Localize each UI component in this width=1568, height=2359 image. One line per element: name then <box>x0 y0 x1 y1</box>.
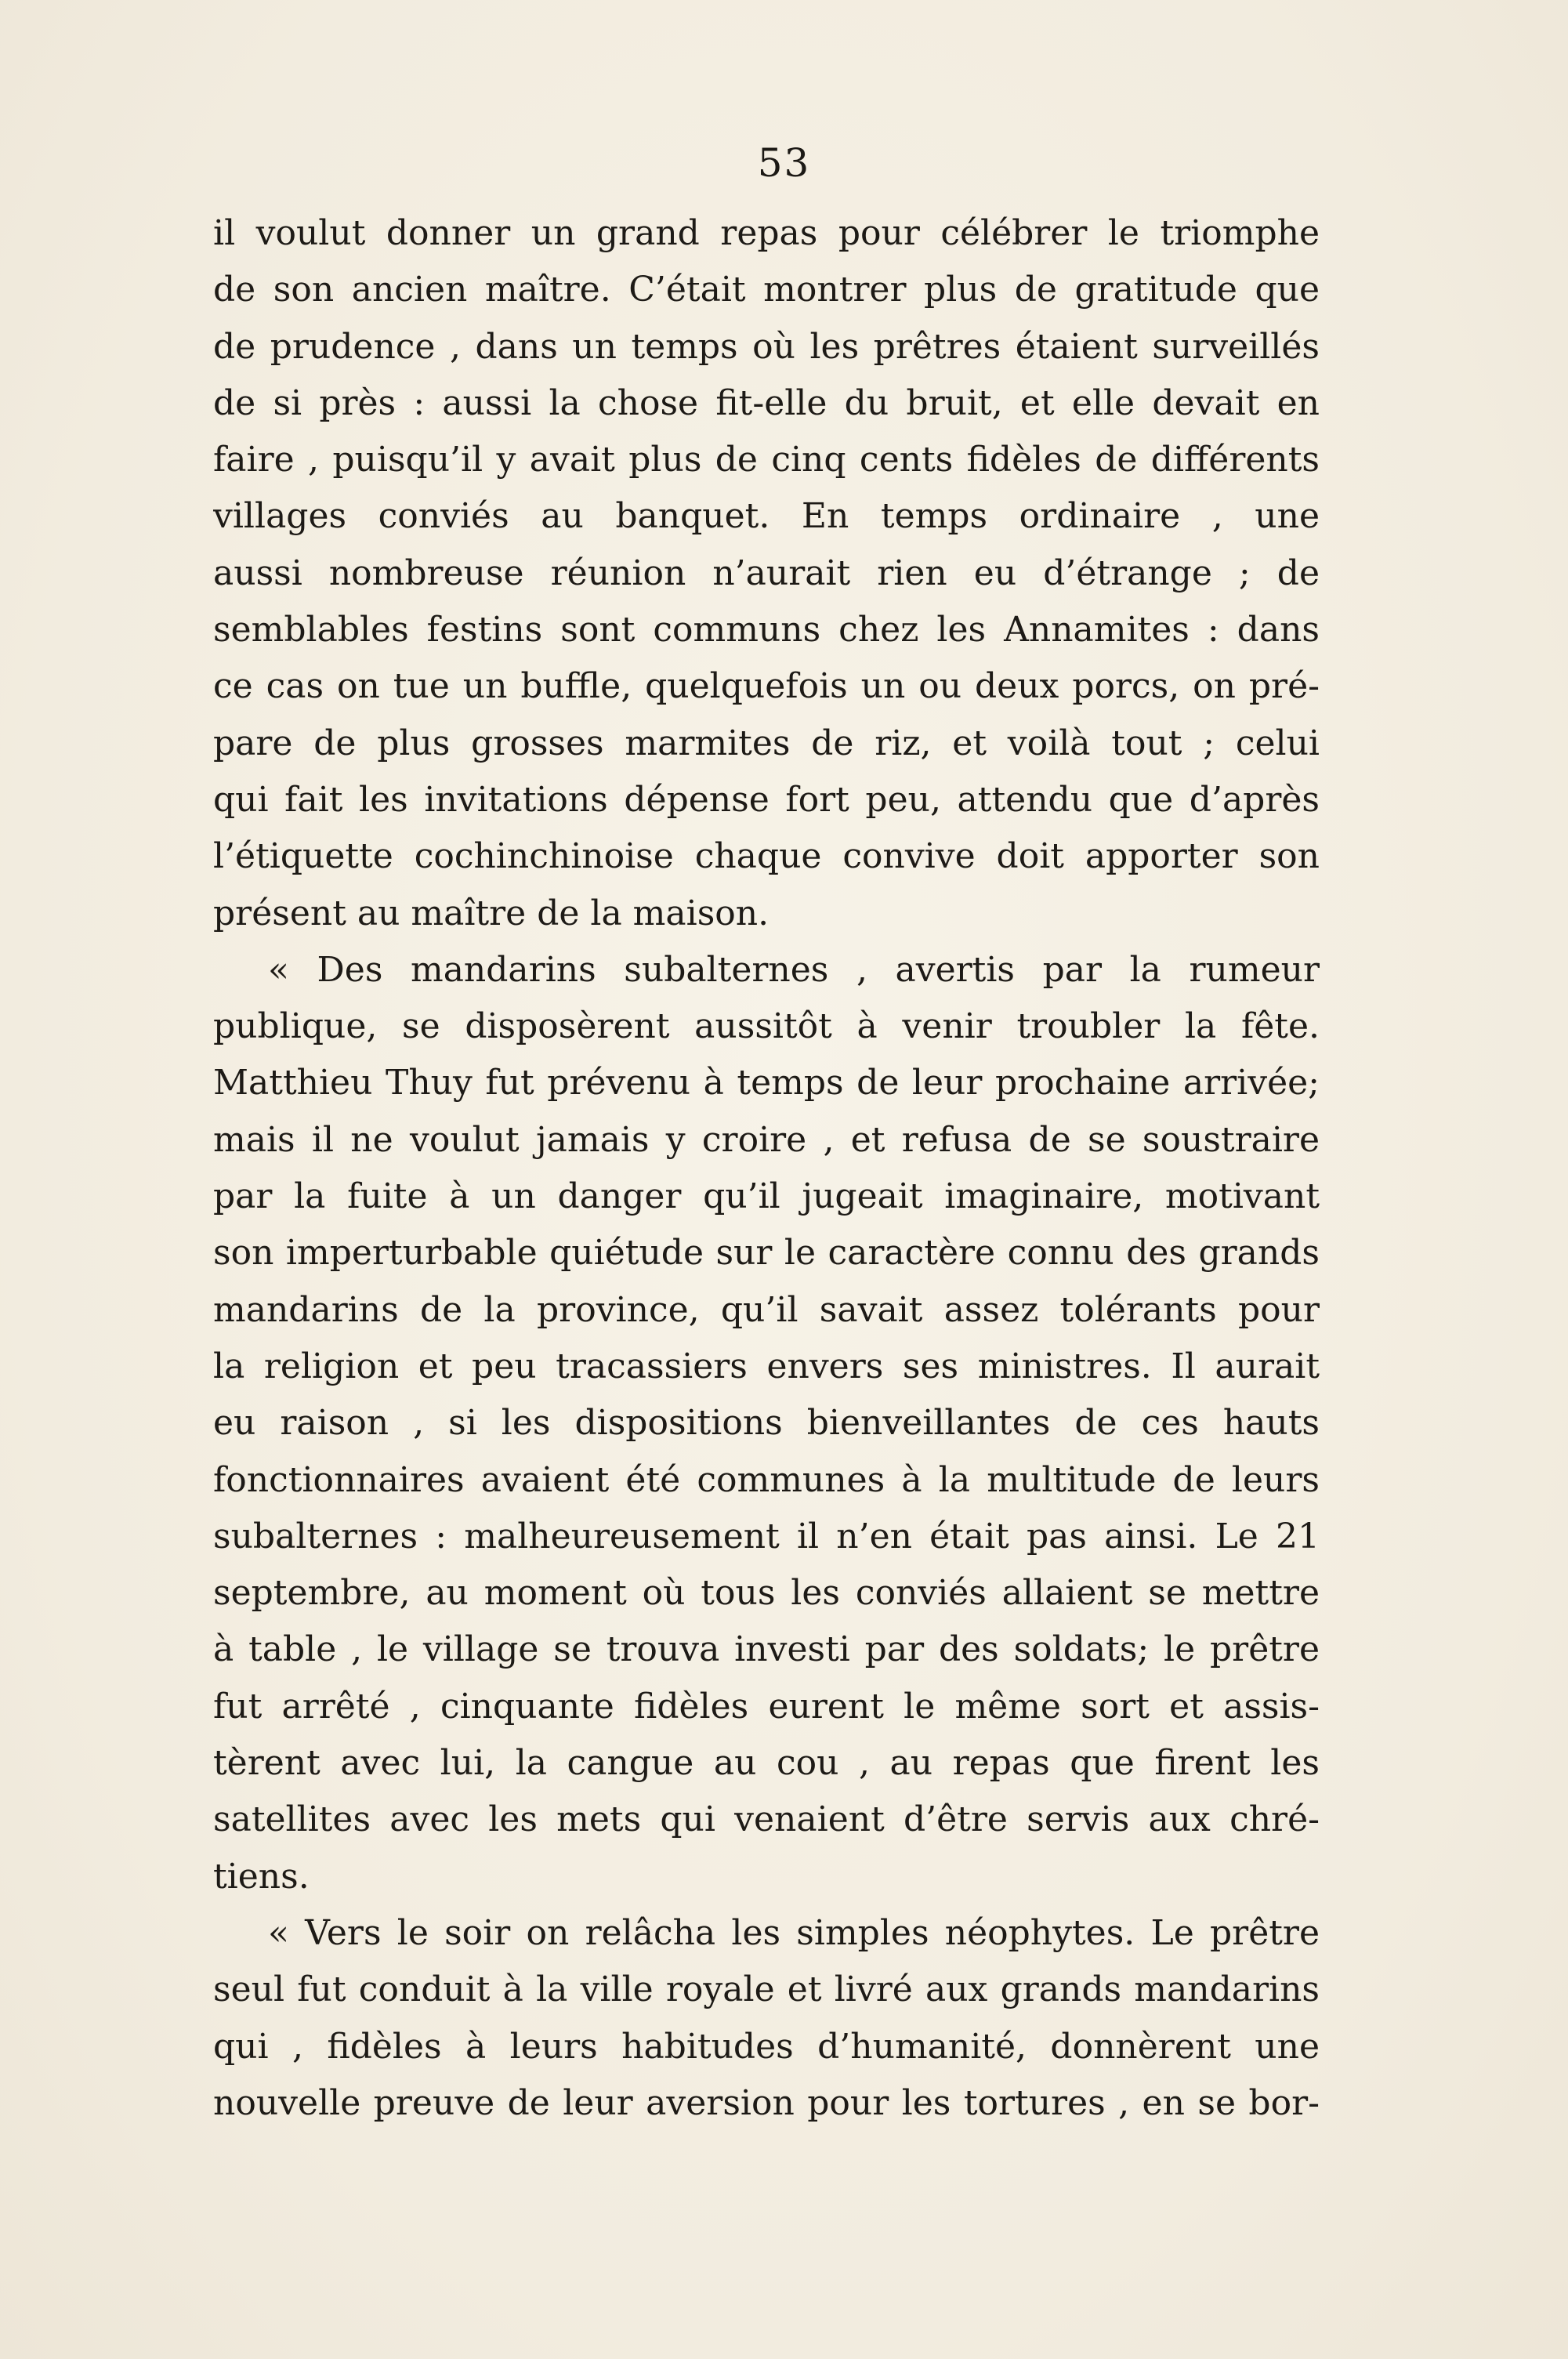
text-line: « Des mandarins subalternes , avertis par la rumeur <box>268 949 1320 990</box>
text-line: à table , le village se trouva investi par des soldats; le prêtre <box>213 1629 1320 1670</box>
text-line: seul fut conduit à la ville royale et livré aux grands mandarins <box>213 1969 1320 2010</box>
text-line: septembre, au moment où tous les conviés allaient se mettre <box>213 1573 1320 1614</box>
text-line: qui fait les invitations dépense fort peu, attendu que d’après <box>213 779 1320 820</box>
text-line: nouvelle preuve de leur aversion pour les tortures , en se bor- <box>213 2082 1320 2123</box>
text-line: mais il ne voulut jamais y croire , et refusa de se soustraire <box>213 1119 1320 1160</box>
text-line: aussi nombreuse réunion n’aurait rien eu d’étrange ; de <box>213 553 1320 593</box>
text-line: qui , fidèles à leurs habitudes d’humanité, donnèrent une <box>213 2026 1320 2067</box>
text-line: villages conviés au banquet. En temps ordinaire , une <box>213 496 1320 537</box>
text-line: de si près : aussi la chose fit-elle du bruit, et elle devait en <box>213 382 1320 423</box>
text-line: par la fuite à un danger qu’il jugeait imaginaire, motivant <box>213 1176 1320 1217</box>
text-line: de son ancien maître. C’était montrer plus de gratitude que <box>213 270 1320 310</box>
text-line: la religion et peu tracassiers envers ses ministres. Il aurait <box>213 1346 1320 1386</box>
text-line: semblables festins sont communs chez les Annamites : dans <box>213 610 1320 650</box>
text-line: pare de plus grosses marmites de riz, et voilà tout ; celui <box>213 723 1320 763</box>
text-line: présent au maître de la maison. <box>213 893 770 933</box>
text-line: l’étiquette cochinchinoise chaque convive doit apporter son <box>213 836 1320 877</box>
text-line: il voulut donner un grand repas pour célébrer le triomphe <box>213 213 1320 253</box>
page-number: 53 <box>757 140 811 186</box>
text-line: fut arrêté , cinquante fidèles eurent le même sort et assis- <box>213 1686 1320 1727</box>
text-line: tiens. <box>213 1856 310 1897</box>
text-line: eu raison , si les dispositions bienveillantes de ces hauts <box>213 1403 1320 1444</box>
text-line: son imperturbable quiétude sur le caractère connu des grands <box>213 1233 1320 1274</box>
text-line: faire , puisqu’il y avait plus de cinq cents fidèles de différents <box>213 440 1320 480</box>
body-text <box>213 205 1320 2132</box>
text-line: de prudence , dans un temps où les prêtres étaient surveillés <box>213 326 1320 367</box>
text-line: mandarins de la province, qu’il savait assez tolérants pour <box>213 1289 1320 1330</box>
text-line: publique, se disposèrent aussitôt à venir troubler la fête. <box>213 1006 1320 1047</box>
text-line: fonctionnaires avaient été communes à la multitude de leurs <box>213 1459 1320 1500</box>
text-line: subalternes : malheureusement il n’en était pas ainsi. Le 21 <box>213 1516 1320 1556</box>
text-line: satellites avec les mets qui venaient d’être servis aux chré- <box>213 1799 1320 1840</box>
text-line: ce cas on tue un buffle, quelquefois un ou deux porcs, on pré- <box>213 666 1320 707</box>
text-line: tèrent avec lui, la cangue au cou , au repas que firent les <box>213 1743 1320 1784</box>
text-line: Matthieu Thuy fut prévenu à temps de leur prochaine arrivée; <box>213 1063 1320 1103</box>
text-line: « Vers le soir on relâcha les simples néophytes. Le prêtre <box>268 1912 1320 1953</box>
